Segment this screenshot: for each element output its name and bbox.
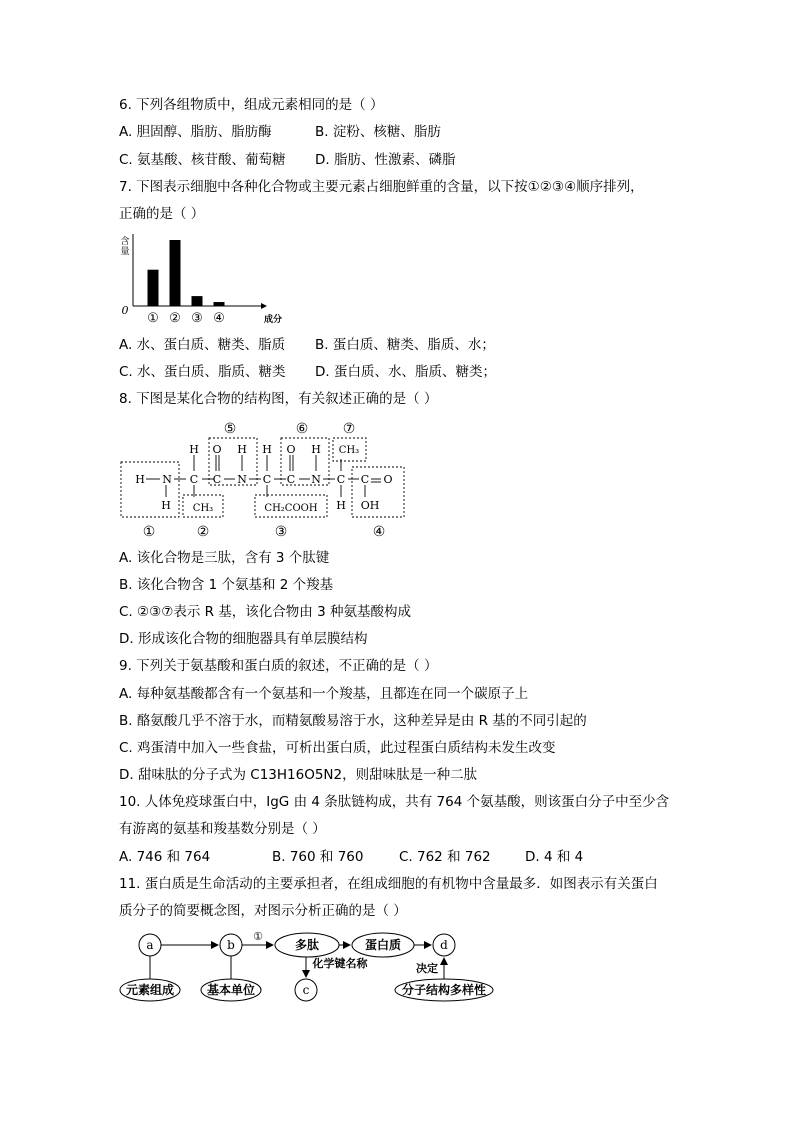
atom-h2: H	[237, 443, 247, 456]
atom-n2: N	[237, 473, 247, 486]
node-a-label: a	[146, 938, 154, 952]
label-4: ④	[372, 524, 386, 540]
q8-stem: 8. 下图是某化合物的结构图，有关叙述正确的是（ ）	[119, 391, 438, 407]
label-2: ②	[196, 524, 210, 540]
chart-bar-1	[148, 270, 159, 306]
node-d-label: d	[440, 938, 448, 952]
group-ch3-1: CH₃	[192, 503, 214, 514]
bond-name-label: 化学键名称	[312, 957, 368, 970]
atom-o1: O	[212, 443, 222, 456]
chart-origin-label: 0	[121, 304, 129, 317]
diversity-label: 分子结构多样性	[401, 983, 487, 997]
elements-label: 元素组成	[125, 983, 175, 997]
chart-tick-2: ②	[169, 311, 181, 326]
q6-option-c: C. 氨基酸、核苷酸、葡萄糖	[119, 152, 286, 168]
atom-c6: C	[360, 473, 370, 486]
q10-option-d: D. 4 和 4	[525, 849, 584, 865]
q6-option-b: B. 淀粉、核糖、脂肪	[315, 124, 441, 140]
chart-bar-2	[170, 240, 181, 306]
chart-x-arrow	[261, 303, 267, 309]
protein-concept-map	[118, 926, 498, 1008]
chart-tick-3: ③	[191, 311, 203, 326]
atom-h6: H	[189, 443, 199, 456]
q7-option-b: B. 蛋白质、糖类、脂质、水；	[315, 337, 495, 353]
atom-c4: C	[286, 473, 296, 486]
group-ch2cooh: CH₂COOH	[264, 503, 318, 514]
q8-option-d: D. 形成该化合物的细胞器具有单层膜结构	[119, 631, 368, 647]
q6-stem: 6. 下列各组物质中，组成元素相同的是（ ）	[119, 97, 384, 113]
q8-option-b: B. 该化合物含 1 个氨基和 2 个羧基	[119, 577, 334, 593]
atom-c2: C	[212, 473, 222, 486]
atom-h3: H	[262, 443, 272, 456]
peptide-structure-diagram	[118, 415, 418, 543]
q7-stem-line2: 正确的是（ ）	[119, 206, 205, 222]
chart-y-label-2: 量	[120, 247, 130, 257]
q10-stem-line1: 10. 人体免疫球蛋白中，IgG 由 4 条肽链构成，共有 764 个氨基酸，则该蛋白分子中至少含	[119, 794, 670, 810]
node-c-label: c	[302, 983, 310, 997]
atom-oh: OH	[360, 499, 380, 512]
step-1-label: ①	[253, 930, 263, 943]
atom-h7: H	[336, 499, 346, 512]
chart-x-label: 成分	[263, 315, 283, 325]
atom-h5: H	[161, 499, 171, 512]
q9-option-d: D. 甜味肽的分子式为 C13H16O5N2，则甜味肽是一种二肽	[119, 767, 478, 783]
q8-option-a: A. 该化合物是三肽，含有 3 个肽键	[119, 550, 330, 566]
label-3: ③	[274, 524, 288, 540]
label-5: ⑤	[223, 421, 237, 437]
group-ch3-2: CH₃	[338, 445, 360, 456]
q7-option-a: A. 水、蛋白质、糖类、脂质	[119, 337, 286, 353]
q11-stem-line1: 11. 蛋白质是生命活动的主要承担者，在组成细胞的有机物中含量最多．如图表示有关蛋白	[119, 876, 658, 892]
q10-option-b: B. 760 和 760	[272, 849, 364, 865]
q6-option-a: A. 胆固醇、脂肪、脂肪酶	[119, 124, 272, 140]
chart-y-label-1: 含	[120, 237, 130, 247]
atom-n1: N	[162, 473, 172, 486]
label-7: ⑦	[342, 421, 356, 437]
q7-option-c: C. 水、蛋白质、脂质、糖类	[119, 364, 286, 380]
atom-c3: C	[262, 473, 272, 486]
atom-h1: H	[135, 473, 145, 486]
chart-bar-4	[214, 302, 225, 306]
label-1: ①	[142, 524, 156, 540]
label-6: ⑥	[295, 421, 309, 437]
q9-option-a: A. 每种氨基酸都含有一个氨基和一个羧基，且都连在同一个碳原子上	[119, 686, 529, 702]
q11-stem-line2: 质分子的简要概念图，对图示分析正确的是（ ）	[119, 903, 407, 919]
atom-o2: O	[286, 443, 296, 456]
q6-option-d: D. 脂肪、性激素、磷脂	[315, 152, 456, 168]
q10-option-c: C. 762 和 762	[399, 849, 491, 865]
q9-stem: 9. 下列关于氨基酸和蛋白质的叙述，不正确的是（ ）	[119, 658, 438, 674]
chart-tick-4: ④	[213, 311, 225, 326]
atom-c1: C	[189, 473, 199, 486]
polypeptide-label: 多肽	[294, 938, 320, 952]
basic-unit-label: 基本单位	[206, 983, 256, 997]
atom-n3: N	[311, 473, 321, 486]
determines-label: 决定	[416, 962, 438, 975]
q9-option-c: C. 鸡蛋清中加入一些食盐，可析出蛋白质，此过程蛋白质结构未发生改变	[119, 740, 556, 756]
content-bar-chart	[115, 228, 283, 328]
q10-stem-line2: 有游离的氨基和羧基数分别是（ ）	[119, 821, 326, 837]
atom-h4: H	[311, 443, 321, 456]
atom-o3: O	[383, 473, 393, 486]
chart-bar-3	[192, 296, 203, 306]
protein-label: 蛋白质	[364, 938, 402, 952]
q9-option-b: B. 酪氨酸几乎不溶于水，而精氨酸易溶于水，这种差异是由 R 基的不同引起的	[119, 713, 587, 729]
node-b-label: b	[227, 938, 235, 952]
q7-stem-line1: 7. 下图表示细胞中各种化合物或主要元素占细胞鲜重的含量，以下按①②③④顺序排列，	[119, 179, 644, 195]
q10-option-a: A. 746 和 764	[119, 849, 211, 865]
atom-c5: C	[336, 473, 346, 486]
q7-option-d: D. 蛋白质、水、脂质、糖类；	[315, 364, 496, 380]
q8-option-c: C. ②③⑦表示 R 基，该化合物由 3 种氨基酸构成	[119, 604, 411, 620]
chart-tick-1: ①	[147, 311, 159, 326]
